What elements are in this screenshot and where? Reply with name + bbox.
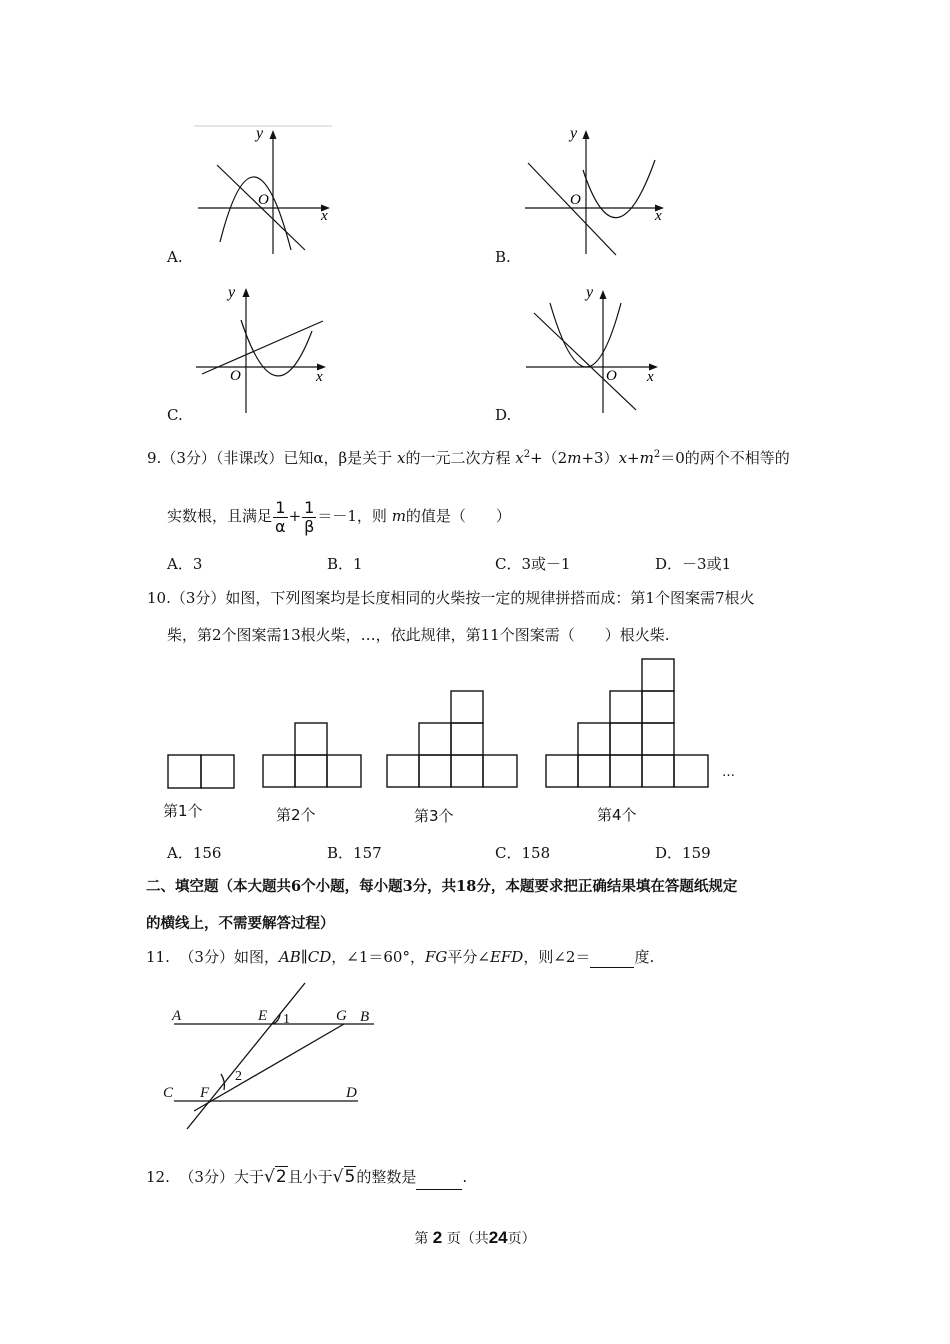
graph-b-x-label: x	[655, 208, 662, 224]
fig4-square	[674, 755, 708, 787]
figure-ellipsis: …	[722, 765, 735, 780]
q12-answer-blank[interactable]	[416, 1165, 462, 1190]
question-12-text: 12. （3分）大于√2且小于√5的整数是 .	[146, 1165, 467, 1190]
question-10-line-2: 柴，第2个图案需13根火柴，…，依此规律，第11个图案需（ ）根火柴.	[167, 626, 670, 644]
q12-sqrt-2: √2	[263, 1167, 287, 1187]
q9-option-b[interactable]: B．1	[327, 555, 363, 573]
question-11-text: 11. （3分）如图，AB∥CD，∠1＝60°，FG平分∠EFD，则∠2＝ 度.	[146, 948, 655, 966]
q12-score: （3分）	[179, 1168, 234, 1186]
q9-score: （3分）	[161, 449, 216, 467]
page-footer: 第 2 页（共24页）	[414, 1228, 536, 1247]
q10-score: （3分）	[170, 589, 226, 607]
graph-a-y-label: y	[256, 125, 264, 142]
graph-d-y-label: y	[586, 284, 594, 301]
graph-a	[190, 120, 340, 260]
question-9-line-2: 实数根，且满足 $\frac{1}{\alpha}$ + $\frac{1}{\beta}$ ＝－1，则 m的值是（ ）	[167, 497, 511, 536]
fig3-square	[387, 755, 419, 787]
graph-c-origin-label: O	[230, 368, 241, 384]
q9-equation: $x^2+(2m+3)x+m^2=0$	[515, 449, 685, 467]
q10-number: 10.	[147, 589, 171, 607]
q10-option-c[interactable]: C．158	[495, 844, 551, 862]
q11-answer-blank[interactable]	[590, 947, 634, 968]
graph-c-y-label: y	[228, 284, 236, 301]
fig3-square	[419, 755, 451, 787]
q9-option-c[interactable]: C．3或－1	[495, 555, 571, 573]
fig1-square	[201, 755, 234, 788]
fig3-square	[451, 691, 483, 723]
graph-c-x-label: x	[316, 369, 323, 385]
figure-label-3: 第3个	[414, 807, 454, 825]
graph-b-y-label: y	[570, 125, 578, 142]
angle-1-label: 1	[283, 1012, 290, 1027]
graph-c-option-label: C.	[167, 406, 183, 424]
question-10-line-1: 10.（3分）如图，下列图案均是长度相同的火柴按一定的规律拼搭而成：第1个图案需7根火	[147, 589, 755, 607]
graph-a-option-label: A.	[167, 248, 183, 266]
fig4-square	[578, 755, 610, 787]
graph-a-origin-label: O	[258, 192, 269, 208]
point-b: B	[360, 1009, 370, 1025]
q10-option-d[interactable]: D．159	[655, 844, 711, 862]
point-c: C	[163, 1085, 174, 1101]
fig2-square	[295, 723, 327, 755]
graph-d	[520, 280, 670, 420]
q11-number: 11.	[146, 948, 170, 966]
fig4-square	[642, 659, 674, 691]
figure-label-4: 第4个	[597, 806, 637, 824]
point-d: D	[346, 1085, 357, 1101]
graph-b	[520, 120, 670, 260]
graph-a-x-label: x	[321, 208, 328, 224]
fig4-square	[610, 691, 642, 723]
point-f: F	[200, 1085, 210, 1101]
q9-number: 9.	[147, 449, 162, 467]
graph-d-origin-label: O	[606, 368, 617, 384]
q12-sqrt-5: √5	[332, 1167, 356, 1187]
q10-option-b[interactable]: B．157	[327, 844, 382, 862]
fig2-square	[263, 755, 295, 787]
fig3-square	[419, 723, 451, 755]
figure-label-2: 第2个	[276, 806, 316, 824]
fig4-square	[610, 755, 642, 787]
q9-tag: （非课改）	[215, 449, 284, 467]
fig2-square	[295, 755, 327, 787]
graph-c	[190, 280, 340, 420]
graph-d-x-label: x	[647, 369, 654, 385]
fig3-square	[451, 723, 483, 755]
q9-fraction-beta: $\frac{1}{\beta}$	[304, 497, 315, 536]
question-9-line-1: 9.（3分）（非课改）已知α，β是关于 x的一元二次方程 $x^2+(2m+3)x+m^2=0$的两个不相等的	[147, 449, 790, 467]
point-e: E	[258, 1008, 268, 1024]
q12-number: 12.	[146, 1168, 170, 1186]
point-g: G	[336, 1008, 347, 1024]
q11-score: （3分）	[179, 948, 234, 966]
point-a: A	[172, 1008, 182, 1024]
fig3-square	[483, 755, 517, 787]
current-page-number: 2	[432, 1228, 443, 1247]
fig1-square	[168, 755, 201, 788]
total-page-number: 24	[488, 1228, 508, 1247]
q9-option-d[interactable]: D．－3或1	[655, 555, 732, 573]
fig4-square	[642, 691, 674, 723]
matchstick-figures	[0, 650, 780, 790]
q9-fraction-alpha: $\frac{1}{\alpha}$	[275, 497, 286, 536]
fig3-square	[451, 755, 483, 787]
fig4-square	[642, 723, 674, 755]
fig2-square	[327, 755, 361, 787]
section-2-heading-line-2: 的横线上，不需要解答过程）	[146, 915, 335, 932]
section-2-heading-line-1: 二、填空题（本大题共6个小题，每小题3分，共18分，本题要求把正确结果填在答题纸规定	[146, 878, 738, 895]
angle-2-label: 2	[235, 1069, 242, 1084]
graph-d-option-label: D.	[495, 406, 512, 424]
graph-b-origin-label: O	[570, 192, 581, 208]
q11-geometry-figure	[155, 970, 395, 1140]
graph-b-option-label: B.	[495, 248, 511, 266]
fig4-square	[642, 755, 674, 787]
figure-label-1: 第1个	[163, 802, 203, 820]
fig4-square	[610, 723, 642, 755]
q10-option-a[interactable]: A．156	[167, 844, 222, 862]
fig4-square	[546, 755, 578, 787]
fig4-square	[578, 723, 610, 755]
q9-option-a[interactable]: A．3	[167, 555, 203, 573]
